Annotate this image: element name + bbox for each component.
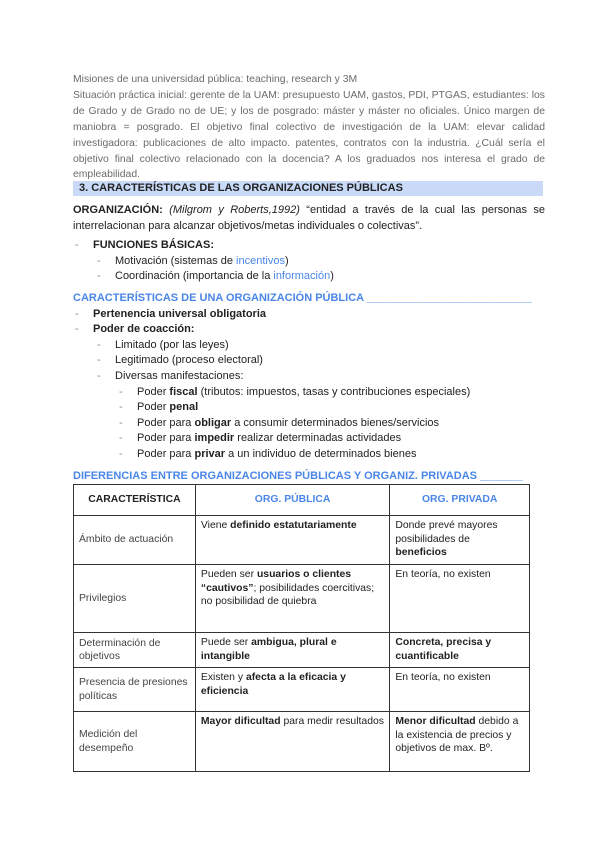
table-row bbox=[74, 565, 530, 633]
bullet-dash: - bbox=[97, 354, 101, 367]
subsection-heading bbox=[73, 291, 545, 307]
intro-line: Misiones de una universidad pública: teaching, research y 3M bbox=[73, 74, 358, 85]
table-cell bbox=[390, 668, 530, 712]
list-item bbox=[73, 338, 545, 354]
text-run: (tributos: impuestos, tasas y contribuciones especiales) bbox=[197, 385, 471, 398]
table-cell bbox=[195, 668, 389, 712]
text-run: En teoría, no existen bbox=[395, 672, 491, 683]
table-cell bbox=[195, 712, 389, 772]
text-run: impedir bbox=[194, 432, 235, 445]
text-run: Concreta, precisa y cuantificable bbox=[395, 637, 492, 662]
intro-notes bbox=[73, 72, 545, 183]
text-run: debido a la existencia de precios y objetivos de max. Bº. bbox=[395, 716, 519, 754]
text-run: Poder bbox=[137, 385, 170, 398]
bullet-list bbox=[73, 238, 545, 484]
text-run: definido estatutariamente bbox=[230, 520, 357, 531]
text-run: Poder para bbox=[137, 447, 195, 460]
text-run: a consumir determinados bienes/servicios bbox=[231, 416, 440, 429]
text-run: Poder para bbox=[137, 416, 195, 429]
list-item bbox=[73, 269, 545, 285]
text-run: Diversas manifestaciones: bbox=[115, 369, 244, 382]
text-run: ) bbox=[284, 254, 289, 267]
list-item bbox=[73, 416, 545, 432]
table-row bbox=[74, 668, 530, 712]
table-cell bbox=[390, 712, 530, 772]
text-run: beneficios bbox=[395, 547, 447, 558]
header-caracteristica: CARACTERÍSTICA bbox=[74, 485, 196, 516]
table-cell bbox=[390, 516, 530, 565]
text-run: Coordinación (importancia de la bbox=[115, 270, 274, 283]
text-run: a un individuo de determinados bienes bbox=[225, 447, 417, 460]
text-run: incentivos bbox=[236, 254, 285, 267]
text-run: información bbox=[273, 270, 331, 283]
text-run: afecta a la eficacia y eficiencia bbox=[200, 672, 346, 697]
text-run: Menor dificultad bbox=[395, 716, 476, 727]
text-run: Puede ser bbox=[200, 637, 252, 648]
list-item bbox=[73, 238, 545, 254]
table-cell bbox=[390, 565, 530, 633]
text-run: (Milgrom y Roberts,1992) bbox=[162, 204, 300, 216]
bullet-dash: - bbox=[97, 369, 101, 382]
text-run: obligar bbox=[194, 416, 232, 429]
bullet-dash: - bbox=[75, 239, 79, 252]
bullet-dash: - bbox=[75, 307, 79, 320]
text-run: Motivación (sistemas de bbox=[115, 254, 237, 267]
subsection-heading bbox=[73, 469, 545, 485]
text-run: En teoría, no existen bbox=[395, 569, 491, 580]
comparison-table bbox=[73, 484, 530, 772]
text-run: ambigua, plural e intangible bbox=[200, 637, 337, 662]
section-body bbox=[73, 203, 545, 484]
text-run: Medición del desempeño bbox=[79, 729, 138, 754]
list-item bbox=[73, 385, 545, 401]
table-header-row bbox=[74, 485, 530, 516]
text-run: fiscal bbox=[169, 385, 198, 398]
text-run: Donde prevé mayores posibilidades de bbox=[395, 520, 498, 545]
text-run: FUNCIONES BÁSICAS: bbox=[93, 239, 215, 252]
text-run: privar bbox=[194, 447, 226, 460]
list-item bbox=[73, 254, 545, 270]
text-run: para medir resultados bbox=[280, 716, 384, 727]
text-run: Determinación de objetivos bbox=[79, 637, 161, 662]
table-cell bbox=[74, 633, 196, 668]
bullet-dash: - bbox=[119, 447, 123, 460]
table-cell bbox=[390, 633, 530, 668]
text-run: Existen y bbox=[200, 672, 246, 683]
text-run: Limitado (por las leyes) bbox=[115, 338, 229, 351]
organization-definition bbox=[73, 203, 545, 234]
bullet-dash: - bbox=[97, 254, 101, 267]
list-item bbox=[73, 400, 545, 416]
bullet-dash: - bbox=[119, 401, 123, 414]
table-cell bbox=[74, 712, 196, 772]
text-run: DIFERENCIAS ENTRE ORGANIZACIONES PÚBLICAS Y ORGANIZ. PRIVADAS _______ bbox=[73, 469, 523, 482]
table-row bbox=[74, 633, 530, 668]
text-run: Ámbito de actuación bbox=[79, 534, 174, 546]
text-run: CARACTERÍSTICAS DE UNA ORGANIZACIÓN PÚBLICA ___________________________ bbox=[73, 291, 532, 304]
table-cell bbox=[74, 565, 196, 633]
list-item bbox=[73, 353, 545, 369]
text-run: ) bbox=[330, 270, 334, 283]
list-item bbox=[73, 447, 545, 463]
bullet-dash: - bbox=[119, 432, 123, 445]
table-cell bbox=[195, 516, 389, 565]
table-cell bbox=[74, 516, 196, 565]
text-run: Viene bbox=[200, 520, 231, 531]
text-run: Poder bbox=[137, 401, 170, 414]
text-run: ORGANIZACIÓN: bbox=[73, 204, 163, 216]
list-item bbox=[73, 307, 545, 323]
text-run: Poder para bbox=[137, 432, 195, 445]
bullet-dash: - bbox=[75, 323, 79, 336]
text-run: “entidad a través de la cual las personas se interrelacionan para alcanzar objetivos/metas individuales o colectivas”. bbox=[73, 204, 545, 232]
list-item bbox=[73, 431, 545, 447]
intro-paragraph: Situación práctica inicial: gerente de la UAM: presupuesto UAM, gastos, PDI, PTGAS, estudiantes: los de Grado y de Grado no de UE; y los de posgrado: máster y máster no oficiales. Único margen de maniobra = posgrado. El objetivo final colectivo de investigación de la UAM: elevar calidad investigadora: publicaciones de alto impacto. patentes, contratos con la industria. ¿Cuál sería el objetivo final colectivo relacionado con la docencia? A los graduados nos interesa el grado de empleabilidad. bbox=[73, 89, 545, 181]
bullet-dash: - bbox=[119, 385, 123, 398]
text-run: ; posibilidades coercitivas; no posibilidad de quiebra bbox=[200, 582, 375, 607]
text-run: Privilegios bbox=[79, 592, 127, 604]
text-run: usuarios o clientes “cautivos” bbox=[200, 569, 352, 594]
table-cell bbox=[195, 565, 389, 633]
table-row bbox=[74, 712, 530, 772]
bullet-dash: - bbox=[97, 338, 101, 351]
text-run: penal bbox=[169, 401, 199, 414]
bullet-dash: - bbox=[97, 270, 101, 283]
table-cell bbox=[195, 633, 389, 668]
text-run: Legitimado (proceso electoral) bbox=[115, 354, 263, 367]
text-run: Pertenencia universal obligatoria bbox=[93, 307, 267, 320]
text-run: Pueden ser bbox=[200, 569, 257, 580]
bullet-dash: - bbox=[119, 416, 123, 429]
text-run: Presencia de presiones políticas bbox=[79, 677, 188, 702]
list-item bbox=[73, 322, 545, 338]
text-run: Mayor dificultad bbox=[200, 716, 281, 727]
header-org-publica: ORG. PÚBLICA bbox=[195, 485, 389, 516]
list-item bbox=[73, 369, 545, 385]
section-heading: 3. CARACTERÍSTICAS DE LAS ORGANIZACIONES PÚBLICAS bbox=[73, 181, 543, 196]
header-org-privada: ORG. PRIVADA bbox=[390, 485, 530, 516]
table-row bbox=[74, 516, 530, 565]
table-cell bbox=[74, 668, 196, 712]
text-run: Poder de coacción: bbox=[93, 323, 195, 336]
text-run: realizar determinadas actividades bbox=[234, 432, 402, 445]
